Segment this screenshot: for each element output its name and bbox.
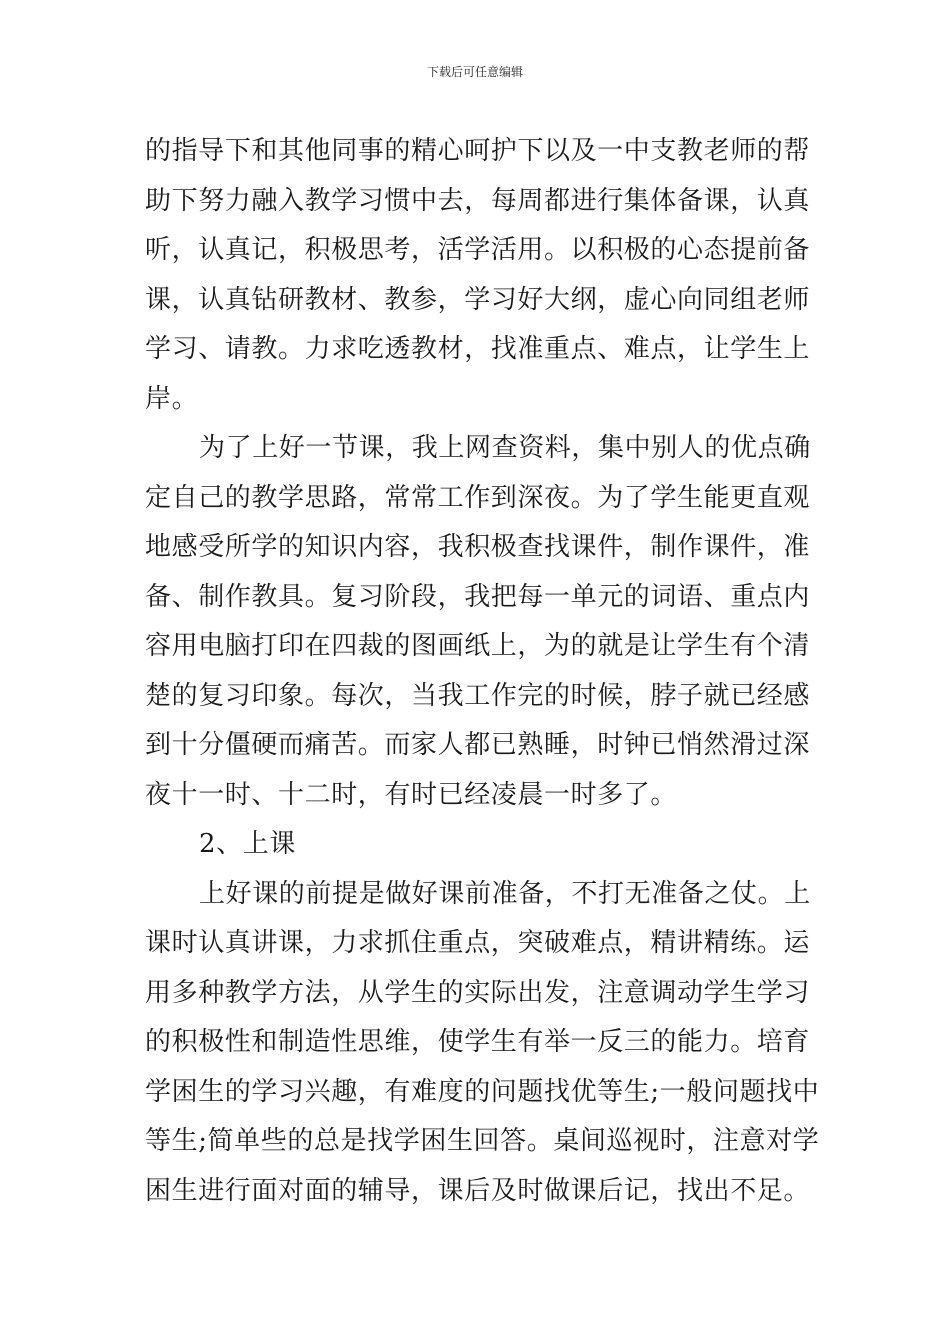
text-line: 2、上课 bbox=[199, 829, 296, 859]
text-line: 学习、请教。力求吃透教材，找准重点、难点，让学生上 bbox=[145, 334, 811, 364]
text-line: 学困生的学习兴趣，有难度的问题找优等生;一般问题找中 bbox=[145, 1076, 820, 1107]
text-line: 的指导下和其他同事的精心呵护下以及一中支教老师的帮 bbox=[145, 136, 811, 166]
document-body bbox=[145, 127, 820, 1216]
text-line: 定自己的教学思路，常常工作到深夜。为了学生能更直观 bbox=[145, 482, 811, 513]
page-header: 下载后可任意编辑 bbox=[426, 65, 523, 79]
text-line: 用多种教学方法，从学生的实际出发，注意调动学生学习 bbox=[145, 977, 811, 1008]
text-line: 到十分僵硬而痛苦。而家人都已熟睡，时钟已悄然滑过深 bbox=[145, 730, 811, 760]
text-line: 上好课的前提是做好课前准备，不打无准备之仗。上 bbox=[199, 878, 811, 909]
text-line: 等生;简单些的总是找学困生回答。桌间巡视时，注意对学 bbox=[145, 1126, 820, 1156]
text-line: 地感受所学的知识内容，我积极查找课件，制作课件，准 bbox=[145, 532, 811, 562]
text-line: 备、制作教具。复习阶段，我把每一单元的词语、重点内 bbox=[145, 581, 811, 612]
text-line: 为了上好一节课，我上网查资料，集中别人的优点确 bbox=[199, 433, 811, 463]
text-line: 听，认真记，积极思考，活学活用。以积极的心态提前备 bbox=[145, 235, 811, 265]
text-line: 助下努力融入教学习惯中去，每周都进行集体备课，认真 bbox=[145, 185, 811, 216]
text-line: 困生进行面对面的辅导，课后及时做课后记，找出不足。 bbox=[145, 1175, 811, 1206]
text-line: 课，认真钻研教材、教参，学习好大纲，虚心向同组老师 bbox=[145, 284, 811, 315]
text-line: 岸。 bbox=[145, 383, 199, 414]
text-line: 的积极性和制造性思维，使学生有举一反三的能力。培育 bbox=[145, 1027, 811, 1057]
text-line: 楚的复习印象。每次，当我工作完的时候，脖子就已经感 bbox=[145, 680, 811, 711]
text-line: 课时认真讲课，力求抓住重点，突破难点，精讲精练。运 bbox=[145, 928, 811, 958]
text-line: 容用电脑打印在四裁的图画纸上，为的就是让学生有个清 bbox=[145, 631, 811, 661]
text-line: 夜十一时、十二时，有时已经凌晨一时多了。 bbox=[145, 779, 678, 810]
